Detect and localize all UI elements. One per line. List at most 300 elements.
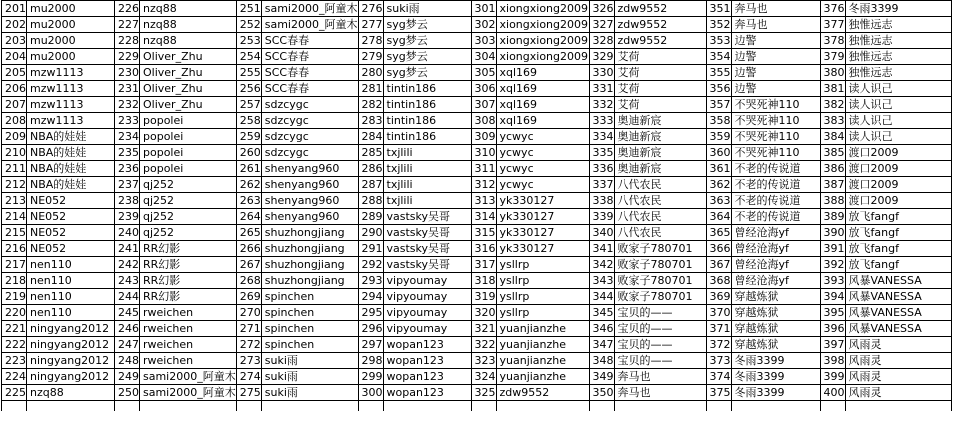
row-number-cell: 391 <box>820 241 845 257</box>
row-number-cell: 289 <box>358 209 383 225</box>
username-cell: 渡口2009 <box>845 145 951 161</box>
row-number-cell: 362 <box>706 177 731 193</box>
row-number-cell: 399 <box>820 369 845 385</box>
empty-cell <box>27 401 115 412</box>
row-number-cell: 276 <box>358 1 383 17</box>
username-cell: vastsky吴哥 <box>383 225 471 241</box>
username-cell: shuzhongjiang <box>261 273 358 289</box>
row-number-cell: 330 <box>589 65 614 81</box>
row-number-cell: 219 <box>2 289 27 305</box>
row-number-cell: 353 <box>706 33 731 49</box>
username-cell: nzq88 <box>140 33 237 49</box>
row-number-cell: 235 <box>115 145 140 161</box>
row-number-cell: 212 <box>2 177 27 193</box>
username-cell: qj252 <box>140 177 237 193</box>
row-number-cell: 312 <box>471 177 496 193</box>
username-cell: 不老的传说道 <box>731 177 820 193</box>
row-number-cell: 383 <box>820 113 845 129</box>
row-number-cell: 239 <box>115 209 140 225</box>
username-table <box>1 0 952 411</box>
row-number-cell: 317 <box>471 257 496 273</box>
row-number-cell: 371 <box>706 321 731 337</box>
row-number-cell: 295 <box>358 305 383 321</box>
row-number-cell: 392 <box>820 257 845 273</box>
username-cell: 边警 <box>731 81 820 97</box>
table-row <box>2 17 952 33</box>
username-cell: 宝贝的—— <box>614 337 706 353</box>
username-cell: 八代农民 <box>614 225 706 241</box>
username-cell: qj252 <box>140 209 237 225</box>
row-number-cell: 224 <box>2 369 27 385</box>
username-cell: zdw9552 <box>614 17 706 33</box>
username-cell: 不老的传说道 <box>731 161 820 177</box>
row-number-cell: 332 <box>589 97 614 113</box>
table-body <box>2 1 952 412</box>
username-cell: 不老的传说道 <box>731 193 820 209</box>
username-cell: 艾荷 <box>614 81 706 97</box>
username-cell: yuanjianzhe <box>496 321 589 337</box>
row-number-cell: 225 <box>2 385 27 401</box>
username-cell: nen110 <box>27 273 115 289</box>
username-cell: 风暴VANESSA <box>845 321 951 337</box>
empty-cell <box>358 401 383 412</box>
username-cell: 败家子780701 <box>614 257 706 273</box>
username-cell: 冬雨3399 <box>731 353 820 369</box>
username-cell: vastsky吴哥 <box>383 257 471 273</box>
username-cell: yk330127 <box>496 209 589 225</box>
username-cell: ysllrp <box>496 289 589 305</box>
username-cell: 风雨灵 <box>845 369 951 385</box>
username-cell: 冬雨3399 <box>845 1 951 17</box>
username-cell: xql169 <box>496 113 589 129</box>
username-cell: ysllrp <box>496 305 589 321</box>
row-number-cell: 389 <box>820 209 845 225</box>
row-number-cell: 236 <box>115 161 140 177</box>
row-number-cell: 375 <box>706 385 731 401</box>
row-number-cell: 248 <box>115 353 140 369</box>
username-cell: mzw1113 <box>27 81 115 97</box>
row-number-cell: 222 <box>2 337 27 353</box>
username-cell: ningyang2012 <box>27 353 115 369</box>
username-cell: shuzhongjiang <box>261 225 358 241</box>
row-number-cell: 258 <box>236 113 261 129</box>
row-number-cell: 282 <box>358 97 383 113</box>
username-cell: vastsky吴哥 <box>383 209 471 225</box>
row-number-cell: 252 <box>236 17 261 33</box>
row-number-cell: 221 <box>2 321 27 337</box>
row-number-cell: 311 <box>471 161 496 177</box>
username-cell: NBA的娃娃 <box>27 161 115 177</box>
username-cell: qj252 <box>140 225 237 241</box>
row-number-cell: 324 <box>471 369 496 385</box>
username-cell: 风雨灵 <box>845 353 951 369</box>
row-number-cell: 339 <box>589 209 614 225</box>
row-number-cell: 266 <box>236 241 261 257</box>
row-number-cell: 345 <box>589 305 614 321</box>
username-cell: 奔马也 <box>614 369 706 385</box>
row-number-cell: 378 <box>820 33 845 49</box>
username-cell: 不老的传说道 <box>731 209 820 225</box>
empty-cell <box>2 401 27 412</box>
username-cell: RR幻影 <box>140 241 237 257</box>
row-number-cell: 335 <box>589 145 614 161</box>
row-number-cell: 223 <box>2 353 27 369</box>
username-cell: txjlili <box>383 193 471 209</box>
username-cell: xiongxiong2009 <box>496 1 589 17</box>
row-number-cell: 255 <box>236 65 261 81</box>
username-cell: 奔马也 <box>614 385 706 401</box>
row-number-cell: 341 <box>589 241 614 257</box>
row-number-cell: 388 <box>820 193 845 209</box>
row-number-cell: 230 <box>115 65 140 81</box>
row-number-cell: 393 <box>820 273 845 289</box>
row-number-cell: 246 <box>115 321 140 337</box>
row-number-cell: 288 <box>358 193 383 209</box>
username-cell: 边警 <box>731 49 820 65</box>
username-cell: syg梦云 <box>383 49 471 65</box>
username-cell: RR幻影 <box>140 273 237 289</box>
username-cell: NE052 <box>27 241 115 257</box>
table-row <box>2 353 952 369</box>
row-number-cell: 292 <box>358 257 383 273</box>
username-cell: 穿越炼狱 <box>731 321 820 337</box>
username-cell: ycwyc <box>496 161 589 177</box>
row-number-cell: 379 <box>820 49 845 65</box>
row-number-cell: 302 <box>471 17 496 33</box>
username-cell: NE052 <box>27 193 115 209</box>
username-cell: mu2000 <box>27 33 115 49</box>
row-number-cell: 220 <box>2 305 27 321</box>
username-cell: 放飞fangf <box>845 225 951 241</box>
row-number-cell: 260 <box>236 145 261 161</box>
username-cell: NE052 <box>27 209 115 225</box>
row-number-cell: 366 <box>706 241 731 257</box>
username-cell: vipyoumay <box>383 305 471 321</box>
username-cell: tintin186 <box>383 113 471 129</box>
username-cell: spinchen <box>261 321 358 337</box>
username-cell: SCC春春 <box>261 49 358 65</box>
row-number-cell: 398 <box>820 353 845 369</box>
table-row <box>2 305 952 321</box>
row-number-cell: 215 <box>2 225 27 241</box>
username-cell: 冬雨3399 <box>731 369 820 385</box>
empty-cell <box>731 401 820 412</box>
username-cell: 败家子780701 <box>614 241 706 257</box>
username-cell: syg梦云 <box>383 33 471 49</box>
row-number-cell: 359 <box>706 129 731 145</box>
row-number-cell: 290 <box>358 225 383 241</box>
row-number-cell: 307 <box>471 97 496 113</box>
username-cell: tintin186 <box>383 81 471 97</box>
username-cell: 奥迪新宸 <box>614 113 706 129</box>
username-cell: ningyang2012 <box>27 321 115 337</box>
username-cell: 渡口2009 <box>845 177 951 193</box>
row-number-cell: 203 <box>2 33 27 49</box>
row-number-cell: 326 <box>589 1 614 17</box>
row-number-cell: 365 <box>706 225 731 241</box>
username-cell: shuzhongjiang <box>261 241 358 257</box>
row-number-cell: 342 <box>589 257 614 273</box>
username-cell: shenyang960 <box>261 193 358 209</box>
username-cell: NE052 <box>27 225 115 241</box>
row-number-cell: 310 <box>471 145 496 161</box>
username-cell: 宝贝的—— <box>614 353 706 369</box>
row-number-cell: 227 <box>115 17 140 33</box>
username-cell: 冬雨3399 <box>731 385 820 401</box>
row-number-cell: 357 <box>706 97 731 113</box>
username-cell: 放飞fangf <box>845 257 951 273</box>
username-cell: 艾荷 <box>614 49 706 65</box>
username-cell: RR幻影 <box>140 289 237 305</box>
row-number-cell: 358 <box>706 113 731 129</box>
row-number-cell: 344 <box>589 289 614 305</box>
row-number-cell: 368 <box>706 273 731 289</box>
username-cell: 穿越炼狱 <box>731 305 820 321</box>
row-number-cell: 208 <box>2 113 27 129</box>
row-number-cell: 397 <box>820 337 845 353</box>
username-cell: 八代农民 <box>614 209 706 225</box>
username-cell: 边警 <box>731 33 820 49</box>
username-cell: yuanjianzhe <box>496 337 589 353</box>
username-cell: rweichen <box>140 321 237 337</box>
username-cell: wopan123 <box>383 369 471 385</box>
username-cell: 八代农民 <box>614 177 706 193</box>
row-number-cell: 226 <box>115 1 140 17</box>
username-cell: xiongxiong2009 <box>496 33 589 49</box>
row-number-cell: 263 <box>236 193 261 209</box>
row-number-cell: 331 <box>589 81 614 97</box>
username-cell: txjlili <box>383 177 471 193</box>
username-cell: syg梦云 <box>383 65 471 81</box>
table-row <box>2 145 952 161</box>
row-number-cell: 315 <box>471 225 496 241</box>
row-number-cell: 241 <box>115 241 140 257</box>
row-number-cell: 279 <box>358 49 383 65</box>
username-cell: 风雨灵 <box>845 337 951 353</box>
row-number-cell: 233 <box>115 113 140 129</box>
username-cell: shenyang960 <box>261 177 358 193</box>
username-cell: 风暴VANESSA <box>845 305 951 321</box>
username-cell: xql169 <box>496 97 589 113</box>
row-number-cell: 361 <box>706 161 731 177</box>
row-number-cell: 325 <box>471 385 496 401</box>
username-cell: 独惟远志 <box>845 65 951 81</box>
username-cell: 宝贝的—— <box>614 305 706 321</box>
row-number-cell: 217 <box>2 257 27 273</box>
row-number-cell: 250 <box>115 385 140 401</box>
row-number-cell: 207 <box>2 97 27 113</box>
table-row <box>2 385 952 401</box>
username-cell: 曾经沧海yf <box>731 225 820 241</box>
username-cell: 独惟远志 <box>845 33 951 49</box>
row-number-cell: 229 <box>115 49 140 65</box>
row-number-cell: 202 <box>2 17 27 33</box>
username-cell: 风雨灵 <box>845 385 951 401</box>
username-cell: 独惟远志 <box>845 49 951 65</box>
username-cell: txjlili <box>383 161 471 177</box>
username-cell: NBA的娃娃 <box>27 145 115 161</box>
username-cell: nzq88 <box>140 17 237 33</box>
username-cell: txjlili <box>383 145 471 161</box>
row-number-cell: 275 <box>236 385 261 401</box>
row-number-cell: 256 <box>236 81 261 97</box>
username-cell: ycwyc <box>496 129 589 145</box>
row-number-cell: 343 <box>589 273 614 289</box>
table-row <box>2 97 952 113</box>
username-cell: suki雨 <box>261 385 358 401</box>
row-number-cell: 259 <box>236 129 261 145</box>
username-cell: Oliver_Zhu <box>140 81 237 97</box>
username-cell: popolei <box>140 129 237 145</box>
username-cell: 曾经沧海yf <box>731 273 820 289</box>
row-number-cell: 396 <box>820 321 845 337</box>
username-cell: 奥迪新宸 <box>614 161 706 177</box>
username-cell: wopan123 <box>383 353 471 369</box>
row-number-cell: 322 <box>471 337 496 353</box>
username-cell: ningyang2012 <box>27 369 115 385</box>
username-cell: rweichen <box>140 353 237 369</box>
row-number-cell: 271 <box>236 321 261 337</box>
username-cell: mu2000 <box>27 1 115 17</box>
username-cell: zdw9552 <box>496 385 589 401</box>
row-number-cell: 287 <box>358 177 383 193</box>
row-number-cell: 284 <box>358 129 383 145</box>
username-cell: yuanjianzhe <box>496 369 589 385</box>
row-number-cell: 333 <box>589 113 614 129</box>
empty-cell <box>140 401 237 412</box>
row-number-cell: 321 <box>471 321 496 337</box>
row-number-cell: 334 <box>589 129 614 145</box>
username-cell: zdw9552 <box>614 1 706 17</box>
username-cell: SCC春春 <box>261 65 358 81</box>
row-number-cell: 278 <box>358 33 383 49</box>
username-cell: syg梦云 <box>383 17 471 33</box>
row-number-cell: 242 <box>115 257 140 273</box>
username-cell: ningyang2012 <box>27 337 115 353</box>
row-number-cell: 253 <box>236 33 261 49</box>
row-number-cell: 251 <box>236 1 261 17</box>
username-cell: 边警 <box>731 65 820 81</box>
username-cell: xql169 <box>496 81 589 97</box>
username-cell: sami2000_阿童木 <box>140 369 237 385</box>
username-cell: 放飞fangf <box>845 241 951 257</box>
username-cell: suki雨 <box>383 1 471 17</box>
row-number-cell: 354 <box>706 49 731 65</box>
table-row <box>2 193 952 209</box>
row-number-cell: 234 <box>115 129 140 145</box>
row-number-cell: 257 <box>236 97 261 113</box>
username-cell: 读人识己 <box>845 97 951 113</box>
username-cell: yk330127 <box>496 193 589 209</box>
username-cell: yk330127 <box>496 225 589 241</box>
username-cell: 奥迪新宸 <box>614 145 706 161</box>
row-number-cell: 240 <box>115 225 140 241</box>
username-cell: Oliver_Zhu <box>140 97 237 113</box>
username-cell: popolei <box>140 145 237 161</box>
row-number-cell: 298 <box>358 353 383 369</box>
username-cell: 不哭死神110 <box>731 97 820 113</box>
row-number-cell: 305 <box>471 65 496 81</box>
row-number-cell: 367 <box>706 257 731 273</box>
row-number-cell: 268 <box>236 273 261 289</box>
row-number-cell: 369 <box>706 289 731 305</box>
row-number-cell: 201 <box>2 1 27 17</box>
row-number-cell: 337 <box>589 177 614 193</box>
username-cell: rweichen <box>140 337 237 353</box>
empty-cell <box>236 401 261 412</box>
row-number-cell: 320 <box>471 305 496 321</box>
username-cell: 读人识己 <box>845 129 951 145</box>
row-number-cell: 400 <box>820 385 845 401</box>
empty-cell <box>383 401 471 412</box>
username-cell: wopan123 <box>383 385 471 401</box>
username-cell: shenyang960 <box>261 161 358 177</box>
table-row <box>2 177 952 193</box>
row-number-cell: 377 <box>820 17 845 33</box>
row-number-cell: 374 <box>706 369 731 385</box>
row-number-cell: 285 <box>358 145 383 161</box>
username-cell: shuzhongjiang <box>261 257 358 273</box>
username-cell: nzq88 <box>27 385 115 401</box>
row-number-cell: 297 <box>358 337 383 353</box>
row-number-cell: 211 <box>2 161 27 177</box>
username-cell: 风暴VANESSA <box>845 273 951 289</box>
username-cell: 渡口2009 <box>845 193 951 209</box>
table-row-empty <box>2 401 952 412</box>
row-number-cell: 384 <box>820 129 845 145</box>
username-cell: xql169 <box>496 65 589 81</box>
row-number-cell: 390 <box>820 225 845 241</box>
username-cell: ycwyc <box>496 145 589 161</box>
username-cell: 不哭死神110 <box>731 129 820 145</box>
row-number-cell: 395 <box>820 305 845 321</box>
row-number-cell: 210 <box>2 145 27 161</box>
row-number-cell: 348 <box>589 353 614 369</box>
username-cell: 奥迪新宸 <box>614 129 706 145</box>
username-cell: vipyoumay <box>383 289 471 305</box>
username-cell: RR幻影 <box>140 257 237 273</box>
empty-cell <box>706 401 731 412</box>
row-number-cell: 205 <box>2 65 27 81</box>
row-number-cell: 306 <box>471 81 496 97</box>
username-cell: vastsky吴哥 <box>383 241 471 257</box>
empty-cell <box>589 401 614 412</box>
row-number-cell: 206 <box>2 81 27 97</box>
username-cell: wopan123 <box>383 337 471 353</box>
row-number-cell: 238 <box>115 193 140 209</box>
row-number-cell: 304 <box>471 49 496 65</box>
table-row <box>2 225 952 241</box>
row-number-cell: 308 <box>471 113 496 129</box>
table-row <box>2 129 952 145</box>
row-number-cell: 262 <box>236 177 261 193</box>
username-cell: 不哭死神110 <box>731 113 820 129</box>
row-number-cell: 231 <box>115 81 140 97</box>
username-cell: NBA的娃娃 <box>27 129 115 145</box>
empty-cell <box>496 401 589 412</box>
row-number-cell: 387 <box>820 177 845 193</box>
table-row <box>2 257 952 273</box>
username-cell: mu2000 <box>27 49 115 65</box>
row-number-cell: 218 <box>2 273 27 289</box>
username-cell: spinchen <box>261 289 358 305</box>
table-row <box>2 241 952 257</box>
row-number-cell: 347 <box>589 337 614 353</box>
table-row <box>2 161 952 177</box>
table-row <box>2 369 952 385</box>
username-cell: SCC春春 <box>261 33 358 49</box>
username-cell: 渡口2009 <box>845 161 951 177</box>
